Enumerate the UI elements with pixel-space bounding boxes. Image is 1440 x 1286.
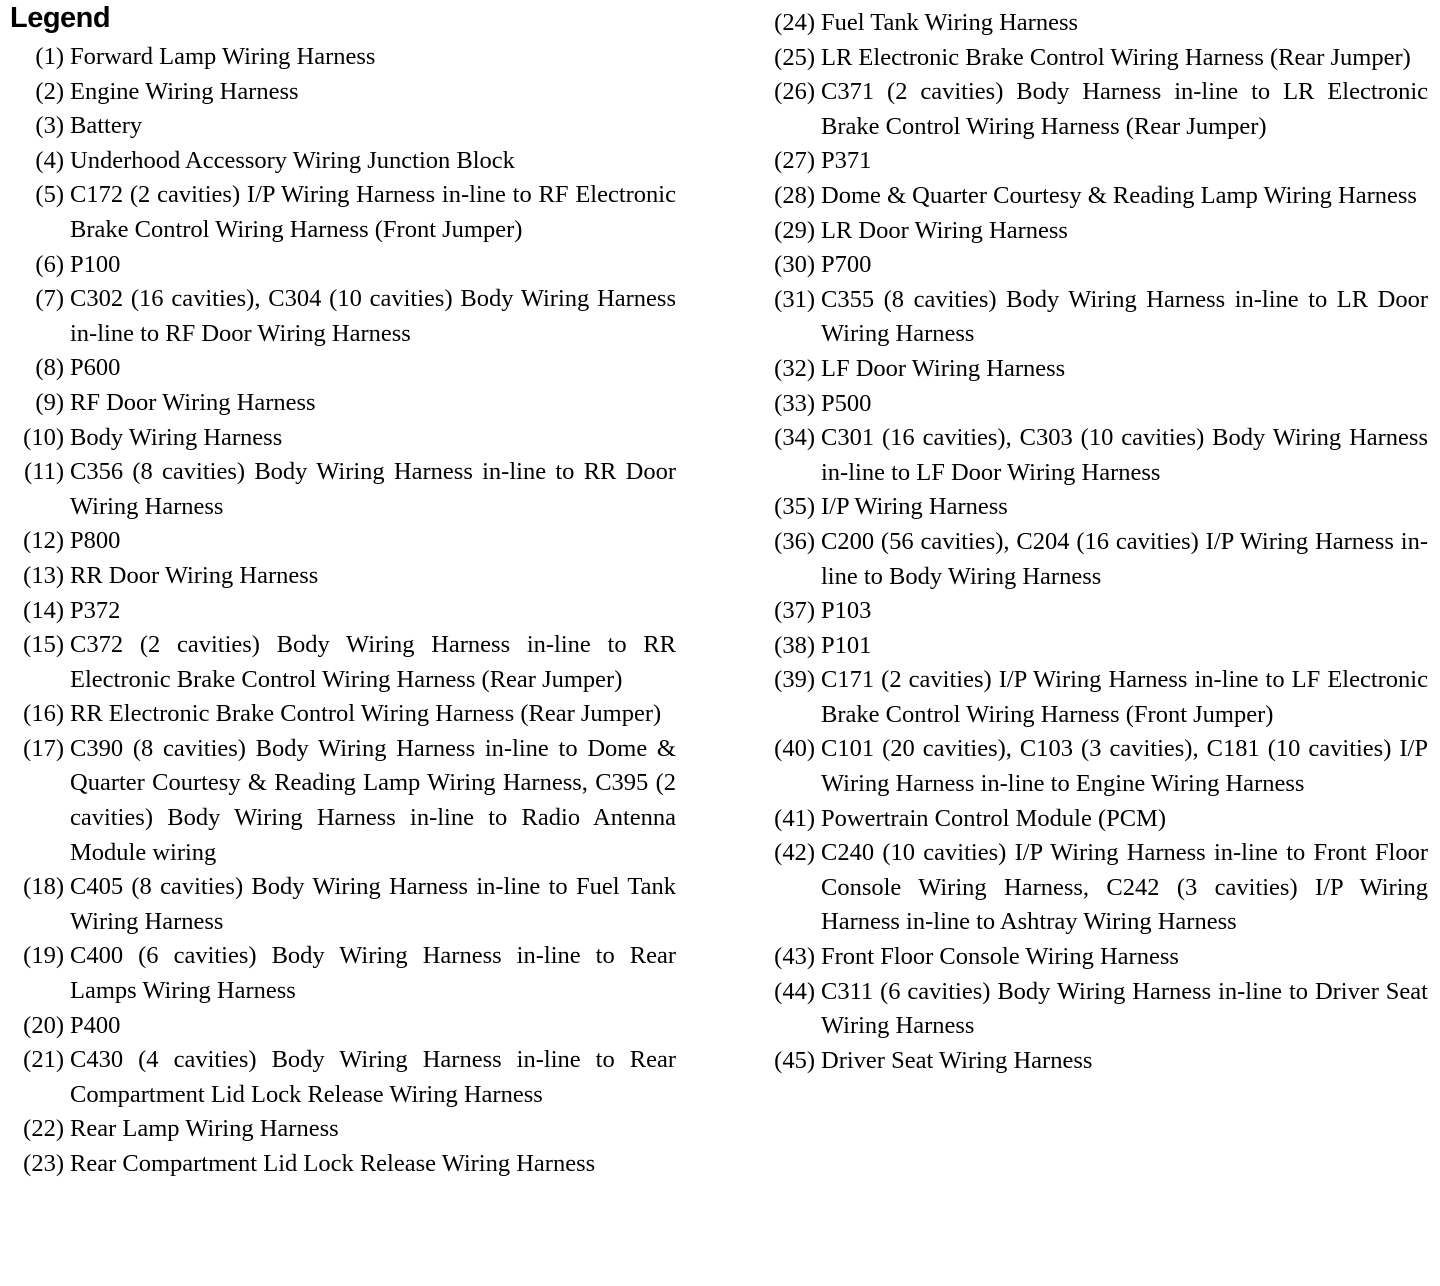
legend-item-number: (25) xyxy=(774,43,815,71)
legend-item-number: (38) xyxy=(774,631,815,659)
legend-item xyxy=(758,248,1428,283)
legend-item-number: (35) xyxy=(774,493,815,521)
legend-item-text: C390 (8 cavities) Body Wiring Harness in-line to Dome & Quarter Courtesy & Reading Lamp Wiring Harness, C395 (2 cavities) Body Wiring Harness in-line to Radio Antenna Module wiring xyxy=(70,734,676,866)
legend-item-text: P400 xyxy=(70,1011,121,1039)
legend-item xyxy=(758,41,1428,76)
legend-item-number: (29) xyxy=(774,216,815,244)
legend-item-number: (31) xyxy=(774,285,815,313)
legend-item xyxy=(6,1009,676,1044)
legend-item-number: (13) xyxy=(23,561,64,589)
legend-item xyxy=(6,1147,676,1182)
legend-item-number: (3) xyxy=(35,112,64,140)
legend-item xyxy=(6,455,676,524)
legend-item xyxy=(758,525,1428,594)
legend-item xyxy=(758,663,1428,732)
legend-item-text: Battery xyxy=(70,112,143,140)
legend-item-number: (9) xyxy=(35,388,64,416)
legend-item xyxy=(758,802,1428,837)
legend-item-text: C171 (2 cavities) I/P Wiring Harness in-line to LF Electronic Brake Control Wiring Harness (Front Jumper) xyxy=(821,666,1428,728)
legend-item-text: P103 xyxy=(821,597,872,625)
legend-item-number: (24) xyxy=(774,9,815,36)
legend-item xyxy=(6,594,676,629)
legend-item-number: (15) xyxy=(23,631,64,659)
legend-item-number: (14) xyxy=(23,596,64,624)
legend-item-number: (8) xyxy=(35,354,64,382)
legend-item-text: Rear Lamp Wiring Harness xyxy=(70,1115,339,1143)
legend-item xyxy=(758,179,1428,214)
legend-item-text: C302 (16 cavities), C304 (10 cavities) Body Wiring Harness in-line to RF Door Wiring Harness xyxy=(70,285,676,347)
legend-item-number: (41) xyxy=(774,804,815,832)
legend-item-text: P100 xyxy=(70,250,121,278)
legend-item-number: (6) xyxy=(35,250,64,278)
legend-item-number: (23) xyxy=(23,1150,64,1177)
legend-item-text: C372 (2 cavities) Body Wiring Harness in-line to RR Electronic Brake Control Wiring Harness (Rear Jumper) xyxy=(70,631,676,693)
legend-item xyxy=(758,421,1428,490)
legend-item-number: (45) xyxy=(774,1046,815,1074)
legend-item-number: (2) xyxy=(35,77,64,105)
legend-item-number: (19) xyxy=(23,942,64,970)
legend-item-text: Engine Wiring Harness xyxy=(70,77,299,105)
legend-item-number: (4) xyxy=(35,146,64,174)
legend-item-text: Driver Seat Wiring Harness xyxy=(821,1046,1093,1074)
legend-item-number: (30) xyxy=(774,251,815,279)
legend-item-text: C355 (8 cavities) Body Wiring Harness in-line to LR Door Wiring Harness xyxy=(821,285,1428,348)
legend-item xyxy=(758,144,1428,179)
legend-item-number: (20) xyxy=(23,1011,64,1039)
legend-item xyxy=(6,732,676,870)
legend-item xyxy=(758,836,1428,940)
legend-item-text: Fuel Tank Wiring Harness xyxy=(821,9,1079,36)
legend-item xyxy=(6,559,676,594)
legend-item xyxy=(6,386,676,421)
legend-item xyxy=(758,732,1428,801)
legend-item-text: P800 xyxy=(70,527,121,555)
legend-item xyxy=(6,75,676,110)
legend-item-number: (40) xyxy=(774,735,815,763)
legend-item-text: C200 (56 cavities), C204 (16 cavities) I/P Wiring Harness in-line to Body Wiring Harness xyxy=(821,527,1428,590)
legend-item-number: (12) xyxy=(23,527,64,555)
legend-item xyxy=(758,975,1428,1044)
legend-item-text: C240 (10 cavities) I/P Wiring Harness in-line to Front Floor Console Wiring Harness, C242 (3 cavities) I/P Wiring Harness in-line to Ashtray Wiring Harness xyxy=(821,839,1428,936)
legend-item-text: P600 xyxy=(70,354,121,382)
legend-item-number: (16) xyxy=(23,700,64,728)
legend-item xyxy=(758,387,1428,422)
legend-item xyxy=(6,1043,676,1112)
legend-item xyxy=(758,352,1428,387)
legend-item-text: P700 xyxy=(821,251,872,279)
legend-item xyxy=(6,1112,676,1147)
legend-item-text: C101 (20 cavities), C103 (3 cavities), C181 (10 cavities) I/P Wiring Harness in-line to Engine Wiring Harness xyxy=(821,735,1428,798)
legend-item-number: (1) xyxy=(35,43,64,70)
legend-item-number: (37) xyxy=(774,597,815,625)
legend-item-number: (43) xyxy=(774,943,815,971)
legend-item-number: (44) xyxy=(774,977,815,1005)
legend-item-text: C400 (6 cavities) Body Wiring Harness in-line to Rear Lamps Wiring Harness xyxy=(70,942,676,1005)
legend-item xyxy=(6,248,676,283)
legend-item-number: (39) xyxy=(774,666,815,694)
legend-item-text: Rear Compartment Lid Lock Release Wiring Harness xyxy=(70,1150,596,1177)
legend-column-right xyxy=(758,6,1428,1078)
legend-item-number: (10) xyxy=(23,423,64,451)
legend-item-text: C371 (2 cavities) Body Harness in-line to LR Electronic Brake Control Wiring Harness (Rear Jumper) xyxy=(821,78,1428,140)
legend-item xyxy=(6,178,676,247)
legend-item xyxy=(758,594,1428,629)
legend-item xyxy=(6,628,676,697)
legend-item xyxy=(6,697,676,732)
legend-item-text: I/P Wiring Harness xyxy=(821,493,1008,521)
legend-item-text: LR Electronic Brake Control Wiring Harness (Rear Jumper) xyxy=(821,43,1411,71)
legend-item xyxy=(758,940,1428,975)
legend-item-text: RF Door Wiring Harness xyxy=(70,388,316,416)
legend-item-text: Body Wiring Harness xyxy=(70,423,283,451)
legend-item-number: (36) xyxy=(774,527,815,555)
legend-item xyxy=(758,629,1428,664)
legend-item xyxy=(6,524,676,559)
legend-item-number: (26) xyxy=(774,78,815,106)
legend-item-number: (18) xyxy=(23,873,64,901)
legend-item-text: P101 xyxy=(821,631,872,659)
legend-item xyxy=(758,283,1428,352)
legend-item-number: (33) xyxy=(774,389,815,417)
legend-item-text: Front Floor Console Wiring Harness xyxy=(821,943,1179,971)
legend-item-number: (27) xyxy=(774,147,815,175)
legend-item-text: C430 (4 cavities) Body Wiring Harness in-line to Rear Compartment Lid Lock Release Wiring Harness xyxy=(70,1046,676,1108)
legend-item-text: P371 xyxy=(821,147,872,175)
legend-item xyxy=(6,421,676,456)
legend-item-number: (34) xyxy=(774,424,815,452)
legend-item-text: C405 (8 cavities) Body Wiring Harness in-line to Fuel Tank Wiring Harness xyxy=(70,873,676,935)
legend-item-text: Underhood Accessory Wiring Junction Block xyxy=(70,146,515,174)
legend-item xyxy=(6,109,676,144)
legend-item-number: (11) xyxy=(24,458,64,486)
legend-item-number: (17) xyxy=(23,734,64,762)
legend-item xyxy=(6,40,676,75)
legend-item-text: C301 (16 cavities), C303 (10 cavities) Body Wiring Harness in-line to LF Door Wiring Harness xyxy=(821,424,1428,486)
legend-item-text: Dome & Quarter Courtesy & Reading Lamp Wiring Harness xyxy=(821,181,1417,209)
legend-item-text: C311 (6 cavities) Body Wiring Harness in-line to Driver Seat Wiring Harness xyxy=(821,977,1428,1040)
legend-item-text: C172 (2 cavities) I/P Wiring Harness in-line to RF Electronic Brake Control Wiring Harness (Front Jumper) xyxy=(70,181,676,243)
legend-item-text: LR Door Wiring Harness xyxy=(821,216,1068,244)
legend-item-text: P372 xyxy=(70,596,121,624)
legend-item xyxy=(6,282,676,351)
legend-item-text: Powertrain Control Module (PCM) xyxy=(821,804,1167,832)
legend-item xyxy=(6,870,676,939)
legend-item xyxy=(6,939,676,1008)
legend-item-text: C356 (8 cavities) Body Wiring Harness in-line to RR Door Wiring Harness xyxy=(70,458,676,520)
legend-column-left xyxy=(6,40,676,1182)
legend-item xyxy=(6,351,676,386)
legend-item-text: LF Door Wiring Harness xyxy=(821,354,1066,382)
legend-item xyxy=(758,75,1428,144)
legend-item-number: (21) xyxy=(23,1046,64,1074)
legend-item xyxy=(758,490,1428,525)
legend-item xyxy=(758,214,1428,249)
legend-item xyxy=(758,6,1428,41)
legend-item-text: RR Electronic Brake Control Wiring Harness (Rear Jumper) xyxy=(70,700,662,728)
legend-item xyxy=(6,144,676,179)
legend-item-number: (22) xyxy=(23,1115,64,1143)
legend-item-number: (32) xyxy=(774,354,815,382)
legend-item xyxy=(758,1044,1428,1079)
legend-title: Legend xyxy=(10,2,111,34)
legend-item-number: (5) xyxy=(35,181,64,209)
legend-item-text: RR Door Wiring Harness xyxy=(70,561,319,589)
legend-item-number: (28) xyxy=(774,181,815,209)
legend-item-text: P500 xyxy=(821,389,872,417)
legend-item-number: (7) xyxy=(35,285,64,313)
legend-item-text: Forward Lamp Wiring Harness xyxy=(70,43,376,70)
legend-item-number: (42) xyxy=(774,839,815,867)
